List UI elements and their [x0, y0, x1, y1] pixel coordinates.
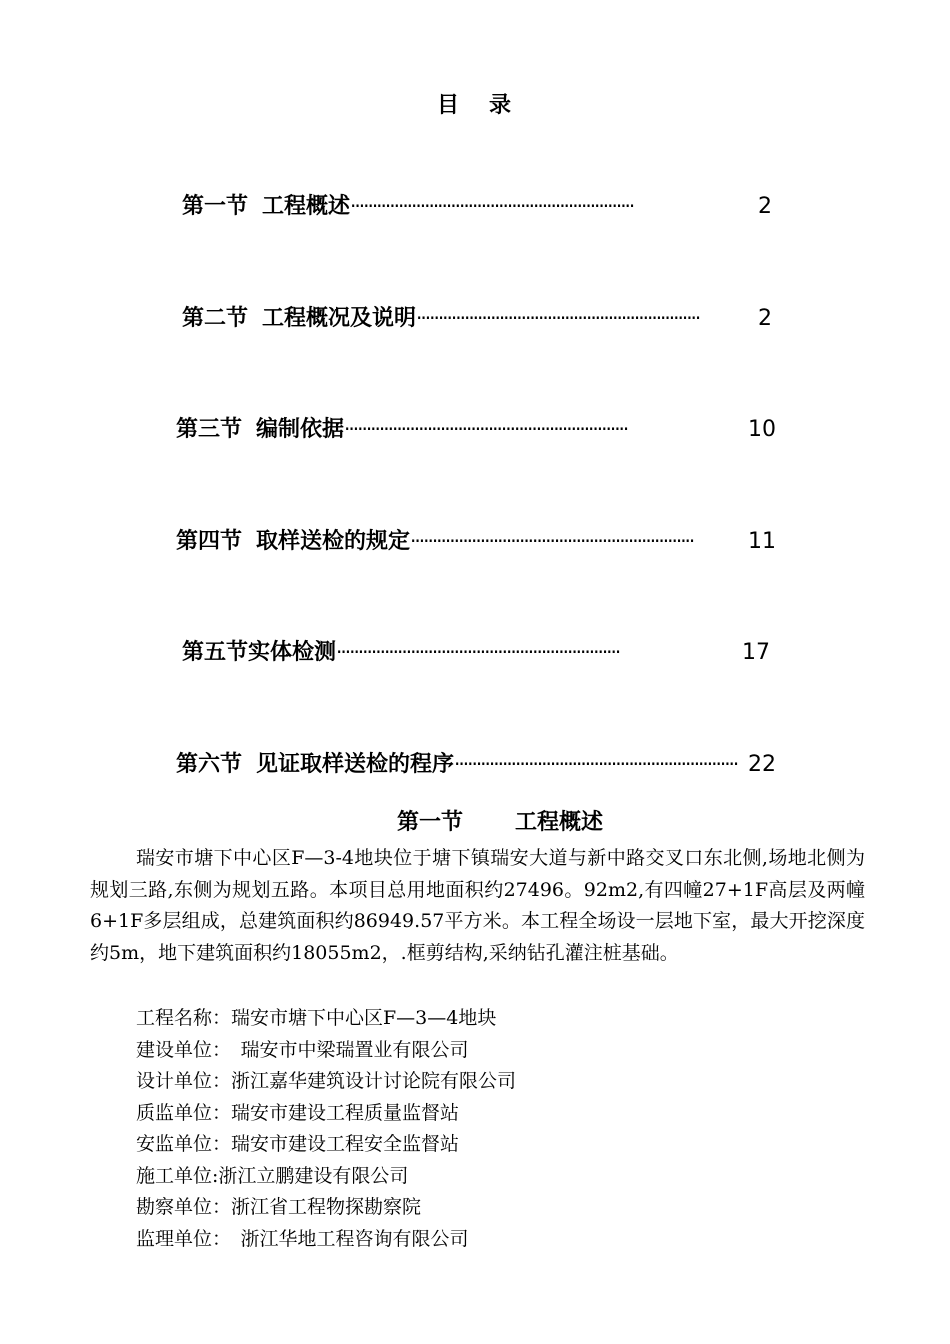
toc-leader-dots: ·································································: [410, 529, 694, 553]
toc-entry-page: 11: [748, 529, 776, 554]
toc-entry-title: 取样送检的规定: [256, 529, 411, 554]
toc-entry-title: 工程概述: [262, 194, 351, 219]
toc-leader-dots: ·································································: [344, 417, 628, 441]
section-heading: [0, 805, 950, 836]
toc-entry-section: 第二节: [182, 306, 249, 331]
toc-entry-section: 第五节实体检测: [182, 640, 337, 665]
toc-leader-dots: ·································································: [336, 640, 620, 664]
toc-entry-page: 10: [748, 417, 776, 442]
toc-entry-2[interactable]: [182, 304, 772, 333]
info-project-name: 工程名称：瑞安市塘下中心区F—3—4地块: [136, 1007, 497, 1029]
toc-entry-6[interactable]: [176, 750, 776, 779]
overview-paragraph: 瑞安市塘下中心区F—3-4地块位于塘下镇瑞安大道与新中路交叉口东北侧,场地北侧为规划三路,东侧为规划五路。本项目总用地面积约27496。92m2,有四幢27+1F高层及两幢6+1F多层组成，总建筑面积约86949.57平方米。本工程全场设一层地下室，最大开挖深度约5m，地下建筑面积约18055m2，.框剪结构,采纳钻孔灌注桩基础。: [90, 847, 865, 964]
toc-leader-dots: ·································································: [416, 306, 700, 330]
toc-entry-3[interactable]: [176, 415, 776, 444]
toc-entry-section: 第六节: [176, 752, 243, 777]
toc-entry-page: 2: [758, 194, 772, 219]
toc-entry-4[interactable]: [176, 527, 776, 556]
toc-entry-page: 2: [758, 306, 772, 331]
section-heading-title: 工程概述: [515, 810, 604, 835]
info-designer: 设计单位：浙江嘉华建筑设计讨论院有限公司: [136, 1070, 517, 1092]
toc-entry-page: 17: [742, 640, 770, 665]
info-developer: 建设单位： 瑞安市中梁瑞置业有限公司: [136, 1039, 469, 1061]
info-quality-supervision: 质监单位：瑞安市建设工程质量监督站: [136, 1102, 460, 1124]
toc-title: [0, 88, 950, 119]
info-contractor: 施工单位:浙江立鹏建设有限公司: [136, 1165, 409, 1187]
toc-entry-title: 编制依据: [256, 417, 345, 442]
info-supervisor: 监理单位： 浙江华地工程咨询有限公司: [136, 1228, 469, 1250]
toc-entry-section: 第三节: [176, 417, 243, 442]
toc-entry-page: 22: [748, 752, 776, 777]
toc-entry-title: 见证取样送检的程序: [256, 752, 455, 777]
toc-title-char-2: 录: [489, 93, 514, 118]
toc-title-char-1: 目: [436, 93, 461, 118]
toc-leader-dots: ·································································: [454, 752, 738, 776]
toc-entry-5[interactable]: [182, 638, 770, 667]
info-survey: 勘察单位：浙江省工程物探勘察院: [136, 1196, 422, 1218]
info-safety-supervision: 安监单位：瑞安市建设工程安全监督站: [136, 1133, 460, 1155]
section-heading-number: 第一节: [396, 810, 463, 835]
toc-entry-section: 第四节: [176, 529, 243, 554]
toc-entry-section: 第一节: [182, 194, 249, 219]
toc-entry-1[interactable]: [182, 192, 772, 221]
toc-leader-dots: ·································································: [350, 194, 634, 218]
toc-entry-title: 工程概况及说明: [262, 306, 417, 331]
